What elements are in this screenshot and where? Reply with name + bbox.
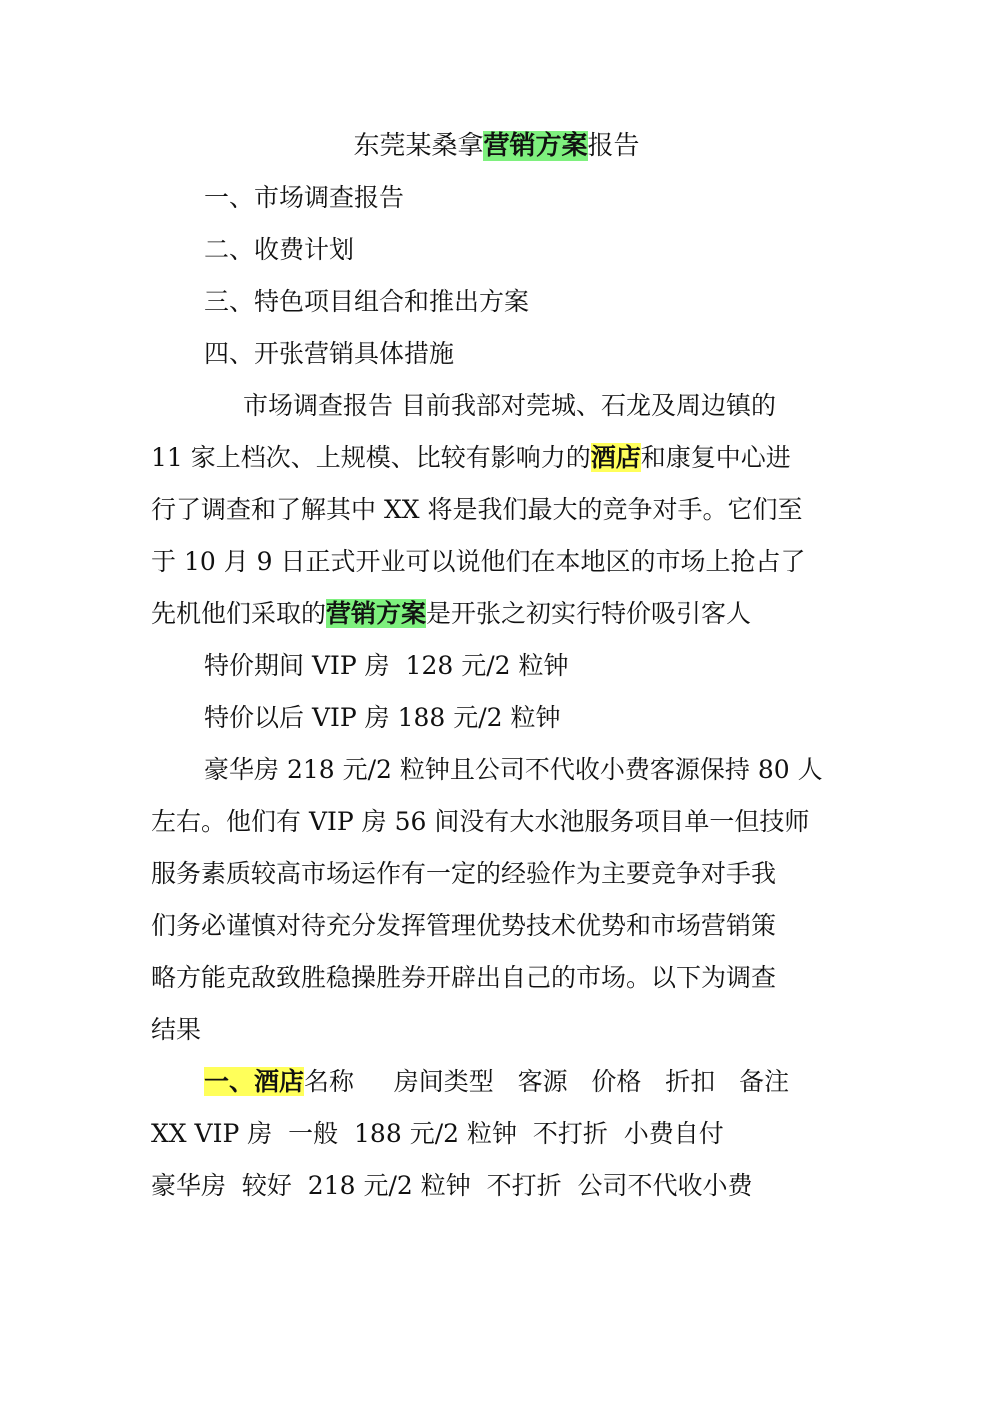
table-row: XX VIP 房 一般 188 元/2 粒钟 不打折 小费自付	[151, 1119, 724, 1148]
toc-item-1: 一、市场调查报告	[204, 183, 405, 212]
title-part2: 报告	[587, 131, 640, 161]
para1-line1: 市场调查报告 目前我部对莞城、石龙及周边镇的	[243, 391, 776, 420]
para1-line2-text-a: 11 家上档次、上规模、比较有影响力的	[151, 443, 591, 472]
para1-line5-text-a: 先机他们采取的	[151, 599, 327, 628]
para1-line3: 行了调查和了解其中 XX 将是我们最大的竞争对手。它们至	[151, 495, 803, 524]
para1-line2-text-b: 和康复中心进	[640, 443, 791, 472]
para1-line5-highlight: 营销方案	[326, 599, 427, 628]
table-header	[204, 1065, 789, 1099]
para1-line4: 于 10 月 9 日正式开业可以说他们在本地区的市场上抢占了	[151, 547, 806, 576]
para2-line4: 们务必谨慎对待充分发挥管理优势技术优势和市场营销策	[151, 911, 777, 940]
para1-line2-highlight: 酒店	[590, 443, 641, 472]
para2-line1: 豪华房 218 元/2 粒钟且公司不代收小费客源保持 80 人	[204, 755, 823, 784]
para2-line2: 左右。他们有 VIP 房 56 间没有大水池服务项目单一但技师	[151, 807, 810, 836]
para1-line5-text-b: 是开张之初实行特价吸引客人	[426, 599, 752, 628]
toc-item-4: 四、开张营销具体措施	[204, 339, 455, 368]
para1-line5	[151, 597, 751, 631]
price-line-1: 特价期间 VIP 房 128 元/2 粒钟	[204, 651, 569, 680]
title-highlight: 营销方案	[483, 131, 588, 161]
para1-line2	[151, 441, 791, 475]
price-line-2: 特价以后 VIP 房 188 元/2 粒钟	[204, 703, 561, 732]
table-header-columns: 名称 房间类型 客源 价格 折扣 备注	[304, 1067, 790, 1096]
title-part1: 东莞某桑拿	[353, 131, 484, 161]
table-header-highlight: 一、酒店	[204, 1067, 305, 1096]
para2-line6: 结果	[151, 1015, 202, 1044]
toc-item-3: 三、特色项目组合和推出方案	[204, 287, 530, 316]
para2-line3: 服务素质较高市场运作有一定的经验作为主要竞争对手我	[151, 859, 777, 888]
document-title	[0, 129, 993, 163]
para2-line5: 略方能克敌致胜稳操胜券开辟出自己的市场。以下为调查	[151, 963, 777, 992]
table-row: 豪华房 较好 218 元/2 粒钟 不打折 公司不代收小费	[151, 1171, 753, 1200]
toc-item-2: 二、收费计划	[204, 235, 355, 264]
